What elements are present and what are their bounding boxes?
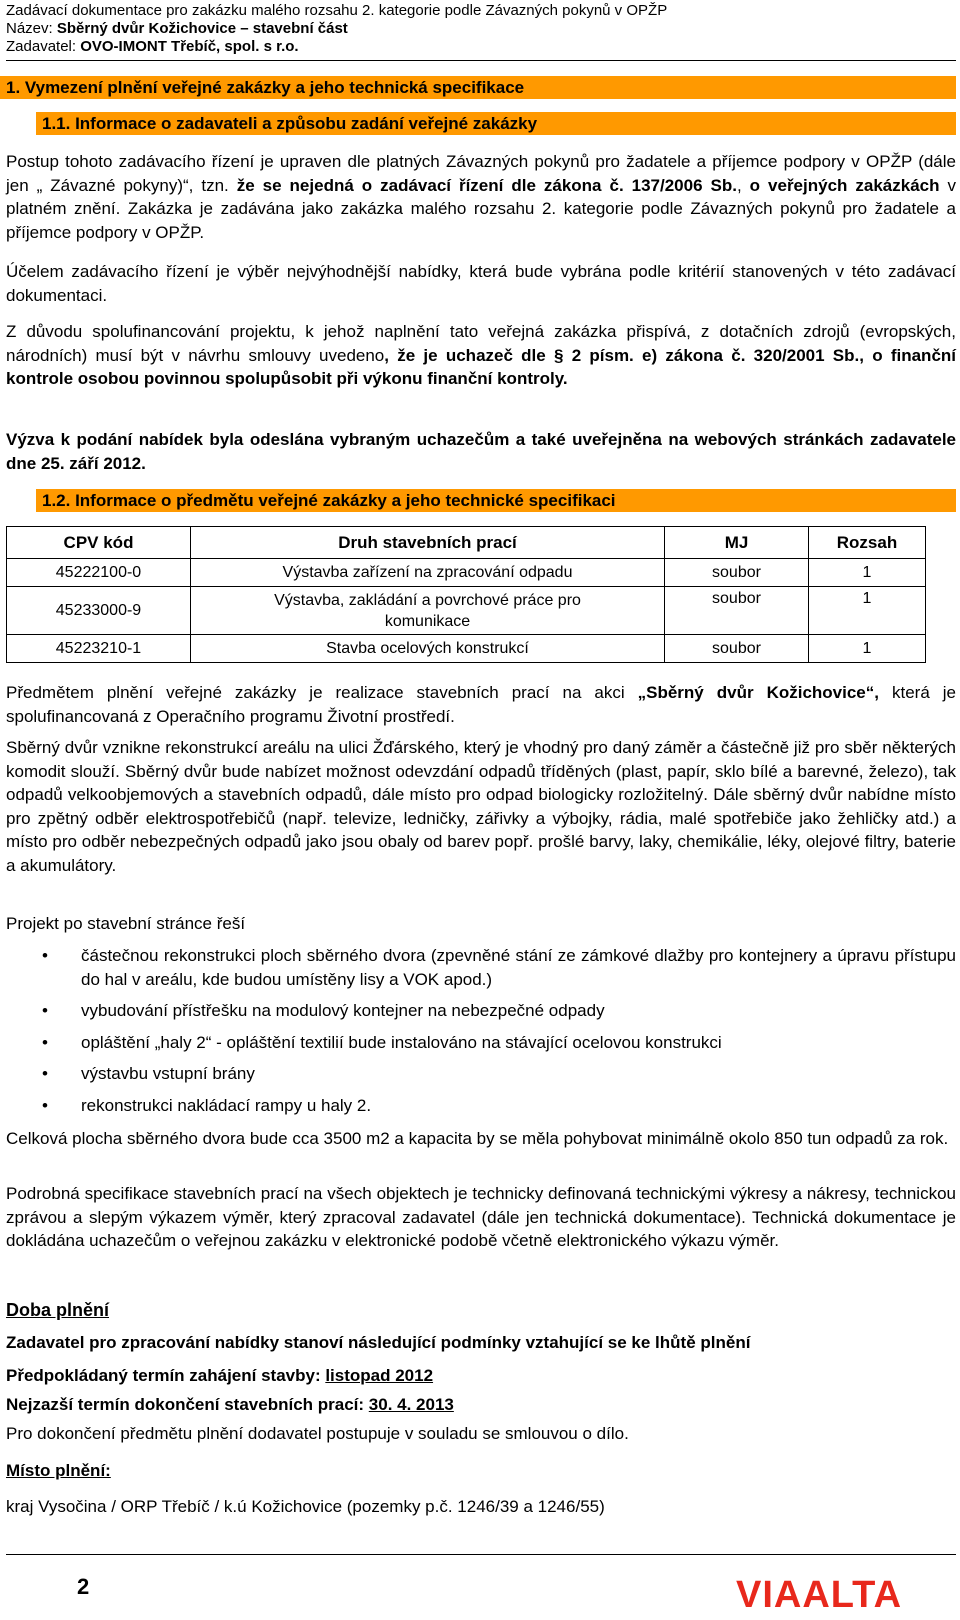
p1-part-a: Postup tohoto zadávacího řízení je upraven dle platných Závazných pokynů pro žadatele a příjemce podpory v OPŽP (dále jen „ Závazné pokyny)“, tzn. bbox=[6, 152, 956, 195]
doba-plneni-intro: Zadavatel pro zpracování nabídky stanoví následující podmínky vztahující se ke lhůtě plnění bbox=[6, 1333, 751, 1352]
list-item bbox=[6, 999, 956, 1023]
table-row bbox=[7, 559, 926, 587]
list-item-text: vybudování přístřešku na modulový kontejner na nebezpečné odpady bbox=[81, 1001, 605, 1020]
start-date-line bbox=[6, 1366, 433, 1386]
p1-part-d: o veřejných zakázkách bbox=[749, 175, 940, 195]
p1-part-e: v platném znění. Zakázka je zadávána jako zakázka malého rozsahu 2. kategorie podle Závazných pokynů pro žadatele a příjemce podpory v OPŽP. bbox=[6, 175, 956, 242]
table-cell: 45233000-9 bbox=[7, 587, 191, 635]
list-item bbox=[6, 1062, 956, 1086]
list-item-text: rekonstrukci nakládací rampy u haly 2. bbox=[81, 1095, 372, 1115]
p5-part-c: která je spolufinancovaná z Operačního programu Životní prostředí. bbox=[6, 683, 956, 726]
bullet-icon: • bbox=[42, 1095, 48, 1115]
header-client-value: OVO-IMONT Třebíč, spol. s r.o. bbox=[80, 38, 299, 55]
header-client-label: Zadavatel: bbox=[6, 38, 81, 55]
list-item-text: výstavbu vstupní brány bbox=[81, 1064, 255, 1083]
table-cell: soubor bbox=[665, 587, 809, 635]
start-date-label: Předpokládaný termín zahájení stavby: bbox=[6, 1366, 326, 1385]
table-cell: 1 bbox=[809, 559, 926, 587]
table-header-unit: MJ bbox=[665, 527, 809, 559]
paragraph-procedure bbox=[6, 150, 956, 244]
p5-part-b: „Sběrný dvůr Kožichovice“, bbox=[637, 683, 879, 702]
table-row bbox=[7, 635, 926, 663]
page-number: 2 bbox=[77, 1574, 90, 1599]
table-cell: 1 bbox=[809, 587, 926, 635]
p1-part-c: , bbox=[736, 175, 750, 195]
header-line-1: Zadávací dokumentace pro zakázku malého rozsahu 2. kategorie podle Závazných pokynů v OPŽP bbox=[6, 2, 668, 19]
paragraph-specification: Podrobná specifikace stavebních prací na všech objektech je technicky definovaná technickými výkresy a nákresy, technickou zprávou a slepým výkazem výměr, který zpracoval zadavatel (dále jen technická dokumentace). Technická dokumentace je dokládána uchazečům o veřejnou zakázku v elektronické podobě včetně elektronického výkazu výměr. bbox=[6, 1184, 956, 1250]
misto-plneni-heading-text: Místo plnění: bbox=[6, 1461, 111, 1480]
paragraph-area: Celková plocha sběrného dvora bude cca 3500 m2 a kapacita by se měla pohybovat minimálně okolo 850 tun odpadů za rok. bbox=[6, 1129, 949, 1148]
list-item-text: částečnou rekonstrukci ploch sběrného dvora (zpevněné stání ze zámkové dlažby pro kontejnery a úpravu přístupu do hal v areálu, kde budou umístěny lisy a VOK apod.) bbox=[81, 946, 956, 989]
paragraph-invitation: Výzva k podání nabídek byla odeslána vybraným uchazečům a také uveřejněna na webových stránkách zadavatele dne 25. září 2012. bbox=[6, 430, 956, 473]
section-1-1-title: 1.1. Informace o zadavateli a způsobu zadání veřejné zakázky bbox=[42, 114, 538, 133]
section-1-title: 1. Vymezení plnění veřejné zakázky a jeho technická specifikace bbox=[6, 78, 525, 97]
contract-note: Pro dokončení předmětu plnění dodavatel postupuje v souladu se smlouvou o dílo. bbox=[6, 1424, 629, 1443]
doba-plneni-heading-text: Doba plnění bbox=[6, 1300, 109, 1320]
section-1-2-title: 1.2. Informace o předmětu veřejné zakázky a jeho technické specifikaci bbox=[42, 491, 616, 510]
viaalta-logo: VIAALTA bbox=[736, 1574, 903, 1616]
p3-part-c: 2 písm. e) zákona č. 320/2001 Sb. bbox=[571, 345, 860, 365]
header-line-3 bbox=[6, 38, 299, 56]
end-date-value: 30. 4. 2013 bbox=[368, 1395, 454, 1414]
table-cell: soubor bbox=[665, 635, 809, 663]
table-header-row bbox=[7, 527, 926, 559]
table-cell: 45223210-1 bbox=[7, 635, 191, 663]
header-divider bbox=[6, 60, 956, 61]
table-cell: Výstavba zařízení na zpracování odpadu bbox=[191, 559, 665, 587]
header-name-value: Sběrný dvůr Kožichovice – stavební část bbox=[56, 20, 348, 37]
list-item bbox=[6, 1031, 956, 1055]
end-date-label: Nejzazší termín dokončení stavebních prací: bbox=[6, 1395, 369, 1414]
paragraph-collection-yard: Sběrný dvůr vznikne rekonstrukcí areálu na ulici Žďárského, který je vhodný pro daný záměr a částečně již pro sběr některých komodit slouží. Sběrný dvůr bude nabízet možnost odevzdání odpadů tříděných (plast, papír, sklo bílé a barevné, železo), tak odpadů velkoobjemových a stavebních odpadů, dále místo pro odpad biologicky rozložitelný. Dále sběrný dvůr nabídne místo pro zpětný odběr elektrospotřebičů (např. televize, ledničky, zářivky a výbojky, rádia, malé spotřebiče jako žehličky atd.) a místo pro odběr nebezpečných odpadů jako jsou obaly od barev popř. prošlé barvy, laky, chemikálie, léky, olejové filtry, baterie a akumulátory. bbox=[6, 738, 956, 875]
table-header-type: Druh stavebních prací bbox=[191, 527, 665, 559]
p3-part-d: , o finanční kontrole osobou povinnou spolupůsobit při výkonu finanční kontroly. bbox=[6, 345, 957, 388]
p1-part-b: že se nejedná o zadávací řízení dle zákona č. 137/2006 Sb. bbox=[236, 175, 737, 195]
table-header-amount: Rozsah bbox=[809, 527, 926, 559]
table-cell: 1 bbox=[809, 635, 926, 663]
paragraph-project-intro: Projekt po stavební stránce řeší bbox=[6, 914, 246, 933]
bullet-icon: • bbox=[42, 1001, 48, 1020]
table-cell: Stavba ocelových konstrukcí bbox=[191, 635, 665, 663]
p3-part-a: Z důvodu spolufinancování projektu, k jehož naplnění tato veřejná zakázka přispívá, z dotačních zdrojů (evropských, národních) musí být v návrhu smlouvy uvedeno bbox=[6, 322, 956, 365]
header-name-label: Název: bbox=[6, 20, 57, 37]
cpv-table bbox=[6, 526, 926, 663]
bullet-icon: • bbox=[42, 1064, 48, 1083]
list-item bbox=[6, 944, 956, 991]
bullet-icon: • bbox=[42, 946, 48, 965]
table-row bbox=[7, 587, 926, 635]
table-header-cpv: CPV kód bbox=[7, 527, 191, 559]
misto-plneni-text: kraj Vysočina / ORP Třebíč / k.ú Kožichovice (pozemky p.č. 1246/39 a 1246/55) bbox=[6, 1497, 605, 1516]
paragraph-subject bbox=[6, 681, 956, 728]
bullet-icon: • bbox=[42, 1032, 48, 1052]
footer-divider bbox=[6, 1554, 956, 1555]
end-date-line bbox=[6, 1395, 454, 1415]
start-date-value: listopad 2012 bbox=[325, 1366, 434, 1385]
doba-plneni-heading bbox=[6, 1300, 109, 1321]
paragraph-cofinancing: Z důvodu spolufinancování projektu, k jehož naplnění tato veřejná zakázka přispívá, z dotačních zdrojů (evropských, národních) musí být v návrhu smlouvy uvedeno, že je uchazeč dle § 2 písm. e) zákona č. 320/2001 Sb., o finanční kontrole osobou povinnou spolupůsobit při výkonu finanční kontroly. bbox=[6, 322, 957, 388]
table-cell: soubor bbox=[665, 559, 809, 587]
table-cell: Výstavba, zakládání a povrchové práce pro komunikace bbox=[191, 587, 665, 635]
table-cell: 45222100-0 bbox=[7, 559, 191, 587]
p5-part-a: Předmětem plnění veřejné zakázky je realizace stavebních prací na akci bbox=[6, 683, 638, 702]
list-item-text: opláštění „haly 2“ - opláštění textilií bude instalováno na stávající ocelovou konstrukci bbox=[81, 1032, 722, 1052]
p3-part-b: , že je uchazeč dle bbox=[384, 345, 554, 365]
paragraph-purpose: Účelem zadávacího řízení je výběr nejvýhodnější nabídky, která bude vybrána podle kritérií stanovených v této zadávací dokumentaci. bbox=[6, 262, 956, 305]
misto-plneni-heading bbox=[6, 1461, 111, 1481]
header-line-2 bbox=[6, 20, 348, 38]
project-bullet-list bbox=[6, 944, 956, 1125]
list-item bbox=[6, 1094, 956, 1118]
